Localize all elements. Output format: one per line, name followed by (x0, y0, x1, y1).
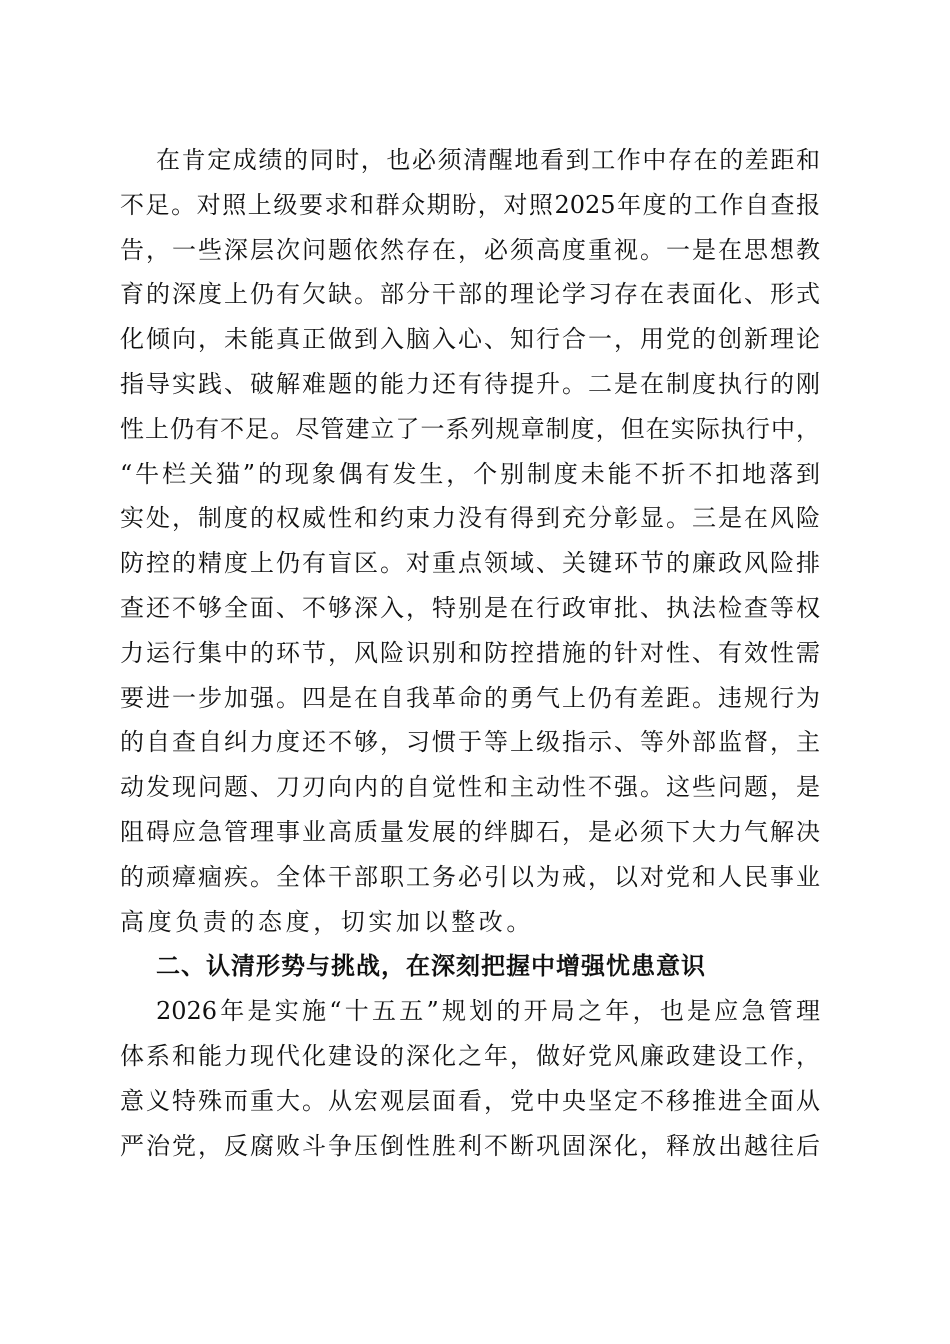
text-line: 在肯定成绩的同时，也必须清醒地看到工作中存在的差距和 (156, 146, 820, 174)
text-line: “牛栏关猫”的现象偶有发生，个别制度未能不折不扣地落到 (120, 459, 820, 488)
text-line: 防控的精度上仍有盲区。对重点领域、关键环节的廉政风险排 (120, 549, 820, 578)
text-line: 阻碍应急管理事业高质量发展的绊脚石，是必须下大力气解决 (120, 817, 820, 846)
text-line: 的顽瘴痼疾。全体干部职工务必引以为戒，以对党和人民事业 (120, 862, 820, 891)
text-line: 2026年是实施“十五五”规划的开局之年，也是应急管理 (156, 997, 820, 1026)
text-line: 要进一步加强。四是在自我革命的勇气上仍有差距。违规行为 (120, 683, 820, 712)
text-line: 意义特殊而重大。从宏观层面看，党中央坚定不移推进全面从 (120, 1086, 820, 1115)
text-line: 化倾向，未能真正做到入脑入心、知行合一，用党的创新理论 (120, 325, 820, 354)
text-line: 严治党，反腐败斗争压倒性胜利不断巩固深化，释放出越往后 (120, 1131, 820, 1160)
paragraph (120, 989, 820, 1168)
heading-text: 二、认清形势与挑战，在深刻把握中增强忧患意识 (156, 952, 706, 981)
text-line: 不足。对照上级要求和群众期盼，对照2025年度的工作自查报 (120, 190, 820, 219)
text-line: 查还不够全面、不够深入，特别是在行政审批、执法检查等权 (120, 593, 820, 622)
text-line: 指导实践、破解难题的能力还有待提升。二是在制度执行的刚 (120, 369, 820, 398)
text-line: 动发现问题、刀刃向内的自觉性和主动性不强。这些问题，是 (120, 773, 820, 802)
text-line: 的自查自纠力度还不够，习惯于等上级指示、等外部监督，主 (120, 728, 820, 757)
text-line: 体系和能力现代化建设的深化之年，做好党风廉政建设工作， (120, 1041, 820, 1070)
section-heading (120, 944, 820, 989)
text-line: 高度负责的态度，切实加以整改。 (120, 907, 534, 936)
text-line: 育的深度上仍有欠缺。部分干部的理论学习存在表面化、形式 (120, 280, 820, 309)
text-line: 告，一些深层次问题依然存在，必须高度重视。一是在思想教 (120, 235, 820, 264)
paragraph (120, 138, 820, 944)
text-line: 性上仍有不足。尽管建立了一系列规章制度，但在实际执行中， (120, 414, 820, 443)
text-line: 实处，制度的权威性和约束力没有得到充分彰显。三是在风险 (120, 504, 820, 533)
text-line: 力运行集中的环节，风险识别和防控措施的针对性、有效性需 (120, 638, 820, 667)
document-page (120, 138, 820, 1168)
